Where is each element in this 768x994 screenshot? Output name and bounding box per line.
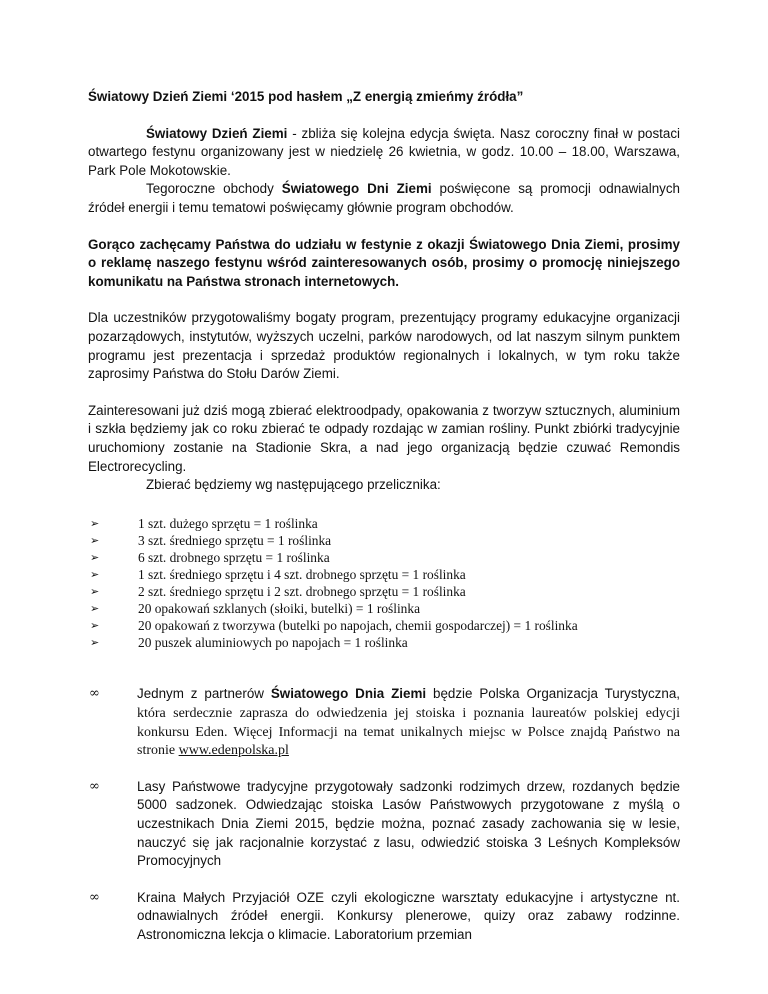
- arrowhead-bullet-icon: ➢: [90, 585, 100, 599]
- arrowhead-bullet-icon: ➢: [90, 516, 100, 530]
- infinity-bullet-icon: ∞: [89, 889, 100, 905]
- intro-paragraph-1: [88, 125, 680, 181]
- arrowhead-bullet-icon: ➢: [90, 567, 100, 581]
- list-item: ➢ 3 szt. średniego sprzętu = 1 roślinka: [90, 532, 332, 548]
- list-item: ➢ 1 szt. średniego sprzętu i 4 szt. drobnego sprzętu = 1 roślinka: [90, 566, 466, 582]
- appeal-paragraph: Gorąco zachęcamy Państwa do udziału w festynie z okazji Światowego Dnia Ziemi, prosimy o reklamę naszego festynu wśród zainteresowanych osób, prosimy o promocję niniejszego komunikatu na Państwa stronach internetowych.: [88, 236, 680, 289]
- intro-text-2-start: Tegoroczne obchody: [146, 181, 282, 197]
- intro-text-2-rest: poświęcone są promocji odnawialnych źródeł energii i temu tematowi poświęcamy głównie program obchodów.: [88, 181, 680, 215]
- list-item: ➢ 2 szt. średniego sprzętu i 2 szt. drobnego sprzętu = 1 roślinka: [90, 584, 466, 600]
- event-name-3: Światowego Dnia Ziemi: [270, 686, 427, 702]
- arrowhead-bullet-icon: ➢: [90, 533, 100, 547]
- intro-text-1: - zbliża się kolejna edycja święta. Nasz coroczny finał w postaci otwartego festynu organizowany jest w niedzielę 26 kwietnia, w godz. 10.00 – 18.00, Warszawa, Park Pole Mokotowskie.: [88, 125, 680, 178]
- program-paragraph: Dla uczestników przygotowaliśmy bogaty program, prezentujący programy edukacyjne organizacji pozarządowych, instytutów, wyższych uczelni, parków narodowych, od lat naszym silnym punktem programu jest prezentacja i sprzedaż produktów regionalnych i lokalnych, w tym roku także zaprosimy Państwa do Stołu Darów Ziemi.: [88, 310, 680, 382]
- infinity-bullet-icon: ∞: [89, 778, 100, 794]
- edenpolska-link[interactable]: www.edenpolska.pl: [178, 743, 289, 759]
- list-item: ➢ 20 opakowań z tworzywa (butelki po napojach, chemii gospodarczej) = 1 roślinka: [90, 618, 578, 634]
- list-item: ➢ 20 puszek aluminiowych po napojach = 1 roślinka: [90, 635, 408, 651]
- page-title: Światowy Dzień Ziemi ‘2015 pod hasłem „Z energią zmieńmy źródła”: [88, 89, 524, 104]
- arrowhead-bullet-icon: ➢: [90, 550, 100, 564]
- document-page: [88, 88, 680, 945]
- arrowhead-bullet-icon: ➢: [90, 619, 100, 633]
- list-item: ➢ 6 szt. drobnego sprzętu = 1 roślinka: [90, 549, 330, 565]
- rate-list: [88, 515, 680, 652]
- event-name: Światowy Dzień Ziemi: [146, 125, 288, 141]
- list-item: ➢ 1 szt. dużego sprzętu = 1 roślinka: [90, 515, 318, 531]
- rate-intro: Zbierać będziemy wg następującego przelicznika:: [146, 477, 441, 493]
- event-name-2: Światowego Dni Ziemi: [281, 181, 432, 197]
- infinity-bullet-icon: ∞: [89, 686, 100, 702]
- arrowhead-bullet-icon: ➢: [90, 602, 100, 616]
- partner-item-oze: ∞ Kraina Małych Przyjaciół OZE czyli ekologiczne warsztaty edukacyjne i artystyczne nt. odnawialnych źródeł energii. Konkursy plenerowe, quizy oraz zabawy rodzinne. Astronomiczna lekcja o klimacie. Laboratorium przemian: [89, 889, 680, 942]
- intro-paragraph-2: [88, 180, 680, 217]
- partner-item-forests: ∞ Lasy Państwowe tradycyjne przygotowały sadzonki rodzimych drzew, rozdanych będzie 5000 sadzonek. Odwiedzając stoiska Lasów Państwowych przygotowane z myślą o uczestnikach Dnia Ziemi 2015, będzie można, poznać zasady zachowania się w lesie, nauczyć się jak racjonalnie korzystać z lasu, odwiedzić stoiska 3 Leśnych Kompleksów Promocyjnych: [89, 778, 680, 869]
- collection-paragraph: Zainteresowani już dziś mogą zbierać elektroodpady, opakowania z tworzyw sztucznych, aluminium i szkła będziemy jak co roku zbierać te odpady rozdając w zamian rośliny. Punkt zbiórki tradycyjnie uruchomiony zostanie na Stadionie Skra, a nad jego organizacją będzie czuwać Remondis Electrorecycling.: [88, 402, 680, 474]
- list-item: ➢ 20 opakowań szklanych (słoiki, butelki) = 1 roślinka: [90, 601, 421, 617]
- arrowhead-bullet-icon: ➢: [90, 636, 100, 650]
- partner-item-pot: ∞ Jednym z partnerów Światowego Dnia Ziemi będzie Polska Organizacja Turystyczna, która serdecznie zaprasza do odwiedzenia jej stoiska i poznania laureatów polskiej edycji konkursu Eden. Więcej Informacji na temat unikalnych miejsc w Polsce znajdą Państwo na stronie www.edenpolska.pl: [89, 686, 680, 759]
